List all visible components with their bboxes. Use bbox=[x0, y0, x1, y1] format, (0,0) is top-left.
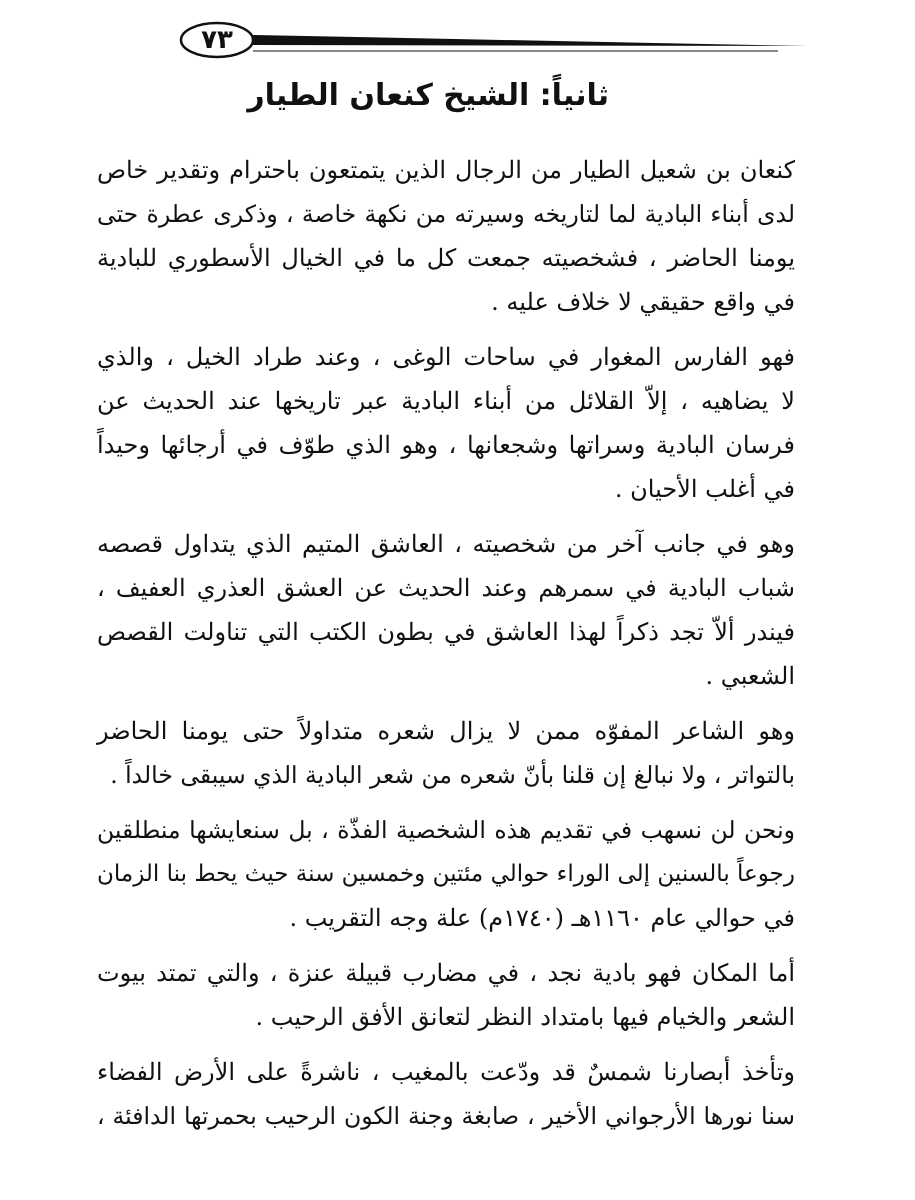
text-line: فيندر ألاّ تجد ذكراً لهذا العاشق في بطون الكتب التي تناولت القصص bbox=[97, 618, 795, 646]
text-line: رجوعاً بالسنين إلى الوراء حوالي مئتين وخمسين سنة حيث يحط بنا الزمان bbox=[97, 861, 795, 887]
section-title: ثانياً: الشيخ كنعان الطيار bbox=[247, 78, 609, 113]
text-line: في أغلب الأحيان . bbox=[614, 475, 795, 503]
text-line: فهو الفارس المغوار في ساحات الوغى ، وعند طراد الخيل ، والذي bbox=[97, 343, 795, 371]
body-text bbox=[97, 148, 795, 1149]
text-line: الشعبي . bbox=[705, 662, 795, 690]
text-line: وهو في جانب آخر من شخصيته ، العاشق المتيم الذي يتداول قصصه bbox=[97, 530, 795, 558]
text-line: سنا نورها الأرجواني الأخير ، صابغة وجنة الكون الرحيب بحمرتها الدافئة ، bbox=[97, 1102, 795, 1130]
paragraph bbox=[97, 522, 795, 698]
text-line: في واقع حقيقي لا خلاف عليه . bbox=[491, 288, 795, 316]
paragraph bbox=[97, 1050, 795, 1138]
text-line: أما المكان فهو بادية نجد ، في مضارب قبيلة عنزة ، والتي تمتد بيوت bbox=[97, 959, 795, 987]
text-line: يومنا الحاضر ، فشخصيته جمعت كل ما في الخيال الأسطوري للبادية bbox=[97, 244, 795, 272]
text-line: لدى أبناء البادية لما لتاريخه وسيرته من نكهة خاصة ، وذكرى عطرة حتى bbox=[97, 200, 795, 228]
text-line: شباب البادية في سمرهم وعند الحديث عن العشق العذري العفيف ، bbox=[97, 574, 795, 602]
paragraph bbox=[97, 148, 795, 324]
paragraph bbox=[97, 808, 795, 940]
paragraph bbox=[97, 335, 795, 511]
page-number: ٧٣ bbox=[201, 25, 233, 55]
text-line: وهو الشاعر المفوّه ممن لا يزال شعره متداولاً حتى يومنا الحاضر bbox=[97, 717, 795, 745]
paragraph bbox=[97, 951, 795, 1039]
text-line: بالتواتر ، ولا نبالغ إن قلنا بأنّ شعره من شعر البادية الذي سيبقى خالداً . bbox=[110, 761, 795, 789]
paragraph bbox=[97, 709, 795, 797]
page-header bbox=[178, 18, 808, 68]
text-line: ونحن لن نسهب في تقديم هذه الشخصية الفذّة ، بل سنعايشها منطلقين bbox=[97, 816, 795, 844]
text-line: كنعان بن شعيل الطيار من الرجال الذين يتمتعون باحترام وتقدير خاص bbox=[97, 156, 795, 184]
text-line: فرسان البادية وسراتها وشجعانها ، وهو الذي طوّف في أرجائها وحيداً bbox=[97, 431, 795, 459]
text-line: وتأخذ أبصارنا شمسٌ قد ودّعت بالمغيب ، ناشرةً على الأرض الفضاء bbox=[97, 1058, 795, 1086]
text-line: لا يضاهيه ، إلاّ القلائل من أبناء البادية عبر تاريخها عند الحديث عن bbox=[97, 387, 795, 415]
text-line: في حوالي عام ١١٦٠هـ (١٧٤٠م) علة وجه التقريب . bbox=[289, 904, 795, 932]
header-ornament-icon bbox=[178, 18, 808, 68]
text-line: الشعر والخيام فيها بامتداد النظر لتعانق الأفق الرحيب . bbox=[255, 1003, 795, 1031]
